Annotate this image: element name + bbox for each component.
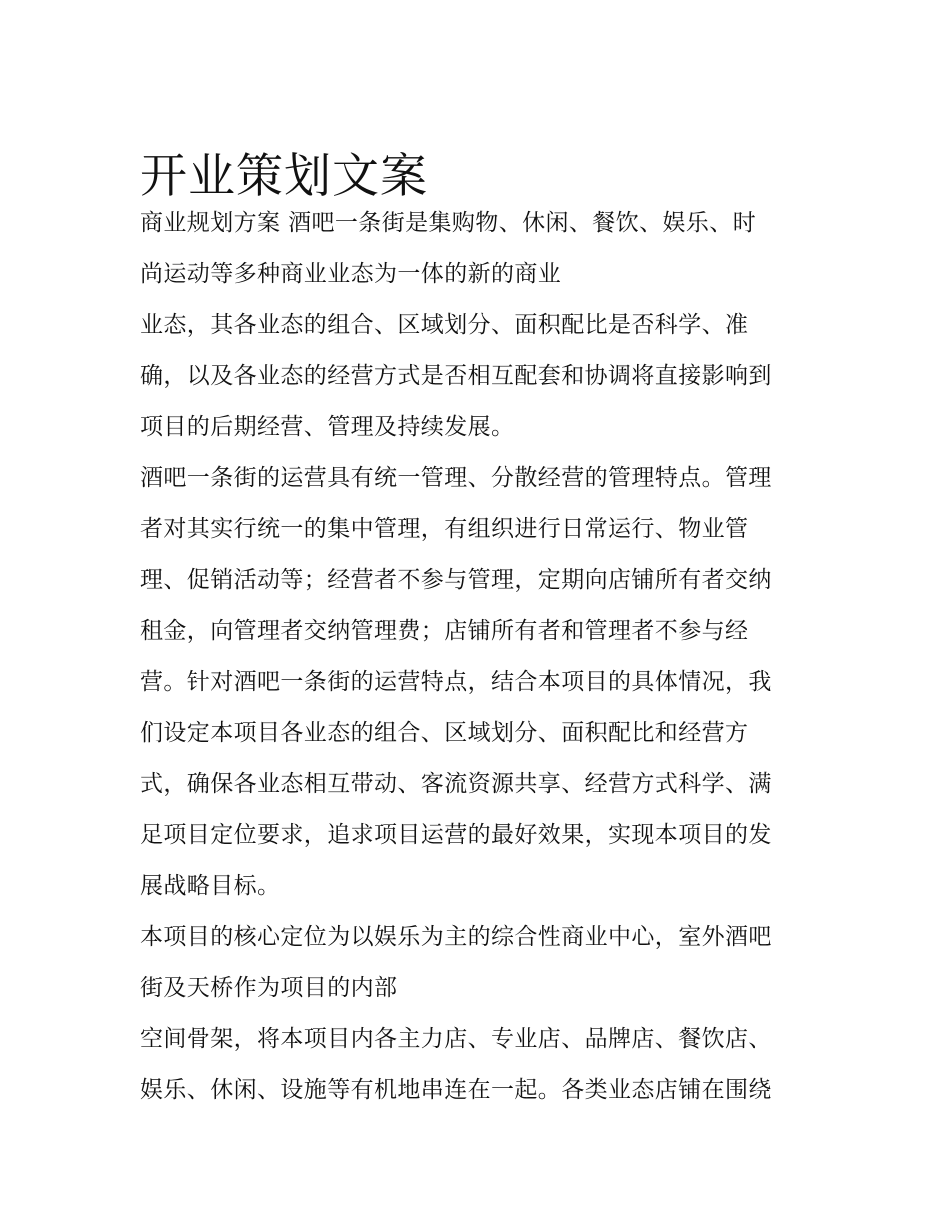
document-body (140, 198, 820, 1116)
text-line: 空间骨架，将本项目内各主力店、专业店、品牌店、餐饮店、 (140, 1026, 772, 1052)
text-line: 酒吧一条街的运营具有统一管理、分散经营的管理特点。管理 (140, 465, 772, 491)
text-line: 者对其实行统一的集中管理，有组织进行日常运行、物业管 (140, 516, 749, 542)
text-line: 本项目的核心定位为以娱乐为主的综合性商业中心，室外酒吧 (140, 924, 772, 950)
text-line: 们设定本项目各业态的组合、区域划分、面积配比和经营方 (140, 720, 749, 746)
text-line: 确，以及各业态的经营方式是否相互配套和协调将直接影响到 (140, 363, 772, 389)
text-line: 娱乐、休闲、设施等有机地串连在一起。各类业态店铺在围绕 (140, 1077, 772, 1103)
text-line: 项目的后期经营、管理及持续发展。 (140, 414, 515, 440)
text-line: 理、促销活动等；经营者不参与管理，定期向店铺所有者交纳 (140, 567, 772, 593)
text-line: 足项目定位要求，追求项目运营的最好效果，实现本项目的发 (140, 822, 772, 848)
text-line: 街及天桥作为项目的内部 (140, 975, 398, 1001)
text-line: 商业规划方案 酒吧一条街是集购物、休闲、餐饮、娱乐、时 (140, 210, 757, 236)
text-line: 业态，其各业态的组合、区域划分、面积配比是否科学、准 (140, 312, 749, 338)
text-line: 营。针对酒吧一条街的运营特点，结合本项目的具体情况，我 (140, 669, 772, 695)
text-line: 式，确保各业态相互带动、客流资源共享、经营方式科学、满 (140, 771, 772, 797)
text-line: 尚运动等多种商业业态为一体的新的商业 (140, 261, 562, 287)
text-line: 展战略目标。 (140, 873, 281, 899)
page-title: 开业策划文案 (140, 149, 428, 205)
text-line: 租金，向管理者交纳管理费；店铺所有者和管理者不参与经 (140, 618, 749, 644)
